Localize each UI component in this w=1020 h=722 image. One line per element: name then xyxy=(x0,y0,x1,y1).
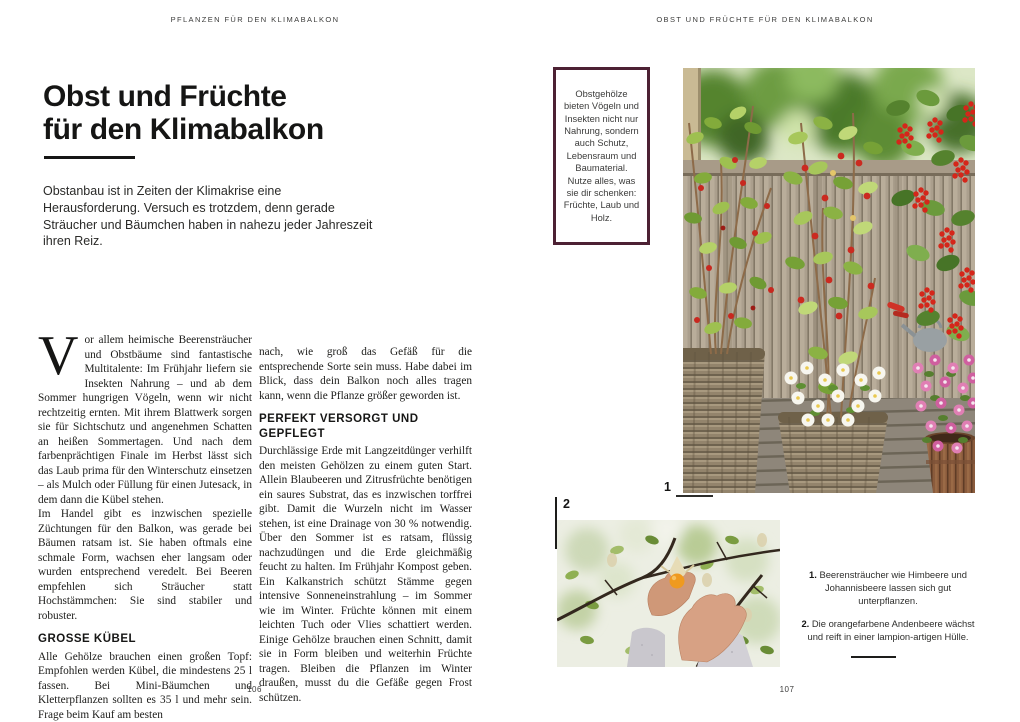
section-heading-grosse-kuebel: GROSSE KÜBEL xyxy=(38,632,252,647)
figure-captions xyxy=(798,568,978,653)
body-paragraph-5: Durchlässige Erde mit Langzeitdünger verhilft den meisten Gehölzen zu einem guten Start. Allein Blaubeeren und Zitrusfrüchte benötigen ein saures Substrat, das es inzwischen torffrei gibt. Damit die Wurzeln nicht im Wasser stehen, ist eine Drainage von 30 % notwendig. Über den Sommer ist es ratsam, flüssig nachzudüngen und die Erde gleichmäßig feucht zu halten. Im Frühjahr Kompost geben. Ein Kalkanstrich schützt Stämme gegen intensive Sonneneinstrahlung – im Sommer wie im Winter. Früchte können mit einem leichten Tuch oder Vlies schattiert werden. Einige Gehölze brauchen einen Schnitt, damit sie in Form bleiben und weiterhin Früchte tragen. Bleiben die Pflanzen im Winter draußen, musst du die Gefäße gegen Frost schützen. xyxy=(259,444,472,705)
body-paragraph-4: nach, wie groß das Gefäß für die entsprechende Sorte sein muss. Habe dabei im Blick, dass dein Balkon noch alles tragen kann, wenn die Pflanze größer geworden ist. xyxy=(259,345,472,403)
photo-andenbeere-illustration xyxy=(557,520,780,667)
page-title-line1: Obst und Früchte xyxy=(43,80,324,113)
running-head-left: PFLANZEN FÜR DEN KLIMABALKON xyxy=(0,15,510,24)
caption-1-number: 1. xyxy=(809,569,817,580)
page-number-left: 106 xyxy=(38,685,471,694)
figure2-number: 2 xyxy=(563,497,570,511)
body-paragraph-3: Alle Gehölze brauchen einen großen Topf: Empfohlen werden Kübel, die mindestens 25 l fassen. Bei Mini-Bäumchen und Kletterpflanzen sollten es 35 l und mehr sein. Frage beim Kauf am besten xyxy=(38,650,252,722)
figure1-rule xyxy=(676,495,713,497)
section-heading-perfekt-versorgt: PERFEKT VERSORGT UND GEPFLEGT xyxy=(259,412,472,441)
drop-cap: V xyxy=(38,333,84,377)
caption-1 xyxy=(798,568,978,607)
page-title xyxy=(43,80,324,146)
caption-2 xyxy=(798,617,978,643)
page-number-right: 107 xyxy=(556,685,1018,694)
intro-paragraph: Obstanbau ist in Zeiten der Klimakrise eine Herausforderung. Versuch es trotzdem, denn gerade Sträucher und Bäumchen haben in nahezu jeder Jahreszeit ihren Reiz. xyxy=(43,183,373,250)
body-column-1 xyxy=(38,333,252,722)
figure1-number: 1 xyxy=(664,480,671,494)
caption-1-text: Beerensträucher wie Himbeere und Johannisbeere lassen sich gut unterpflanzen. xyxy=(819,569,966,606)
figure2-bar xyxy=(555,497,557,549)
info-box xyxy=(553,67,650,245)
caption-2-text: Die orangefarbene Andenbeere wächst und reift in einer lampion-artigen Hülle. xyxy=(807,618,974,642)
body-paragraph-1: Vor allem heimische Beerensträucher und Obstbäume sind fantastische Multitalente: Im Frühjahr liefern sie Insekten Nahrung – und ab dem Sommer hungrigen Vögeln, wenn wir nicht rechtzeitig ernten. Mit ihrem Blattwerk sorgen sie für Sichtschutz und angenehmen Schatten an heißen Sommertagen. Und nach dem farbenprächtigen Finale im Herbst lässt sich das Laub prima für den Winterschutz einsetzen – als Mulch oder Füllung für einen Jutesack, in dem dann die Kübel stehen. xyxy=(38,333,252,507)
title-rule xyxy=(44,156,135,159)
photo-berry-baskets xyxy=(683,68,975,493)
caption-rule xyxy=(851,656,896,658)
info-box-text: Obstgehölze bieten Vögeln und Insekten nicht nur Nahrung, sondern auch Schutz, Lebensraum und Baumaterial. Nutze alles, was sie dir schenken: Früchte, Laub und Holz. xyxy=(562,88,641,224)
body-column-2 xyxy=(259,345,472,705)
page-title-line2: für den Klimabalkon xyxy=(43,113,324,146)
body-paragraph-2: Im Handel gibt es inzwischen spezielle Züchtungen für den Balkon, was gerade bei Bäumen ratsam ist. Sie haben oftmals eine schmale Form, wachsen eher langsam oder wurden entsprechend veredelt. Bei Beeren empfehlen sich Sträucher statt Hochstämmchen: Sie sind stabiler und robuster. xyxy=(38,507,252,623)
running-head-right: OBST UND FRÜCHTE FÜR DEN KLIMABALKON xyxy=(510,15,1020,24)
wicker-basket-left xyxy=(683,348,765,493)
photo-berry-baskets-illustration xyxy=(683,68,975,493)
photo-andenbeere-hands xyxy=(557,520,780,667)
caption-2-number: 2. xyxy=(801,618,809,629)
